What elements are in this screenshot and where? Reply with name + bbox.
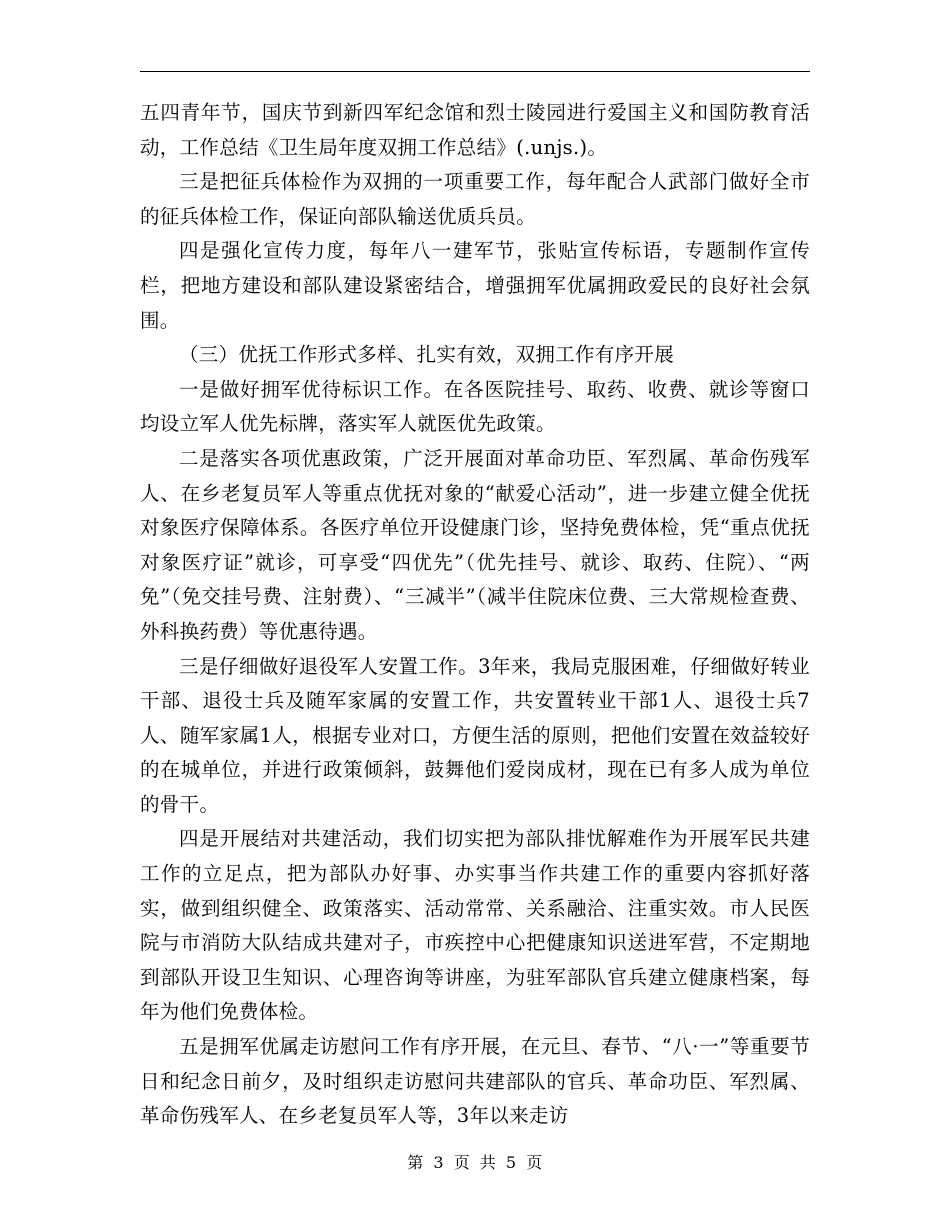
footer-suffix: 页 — [526, 1153, 543, 1172]
section-heading: （三）优抚工作形式多样、扎实有效，双拥工作有序开展 — [179, 343, 675, 367]
paragraph-7: 三是仔细做好退役军人安置工作。3年来，我局克服困难，仔细做好转业干部、退役士兵及随军家属的安置工作，共安置转业干部1人、退役士兵7人、随军家属1人，根据专业对口，方便生活的原则，把他们安置在效益较好的在城单位，并进行政策倾斜，鼓舞他们爱岗成材，现在已有多人成为单位的骨干。 — [140, 654, 810, 816]
paragraph-1: 五四青年节，国庆节到新四军纪念馆和烈士陵园进行爱国主义和国防教育活动，工作总结《卫生局年度双拥工作总结》(.unjs.)。 — [140, 101, 810, 159]
paragraph-5: 一是做好拥军优待标识工作。在各医院挂号、取药、收费、就诊等窗口均设立军人优先标牌，落实军人就医优先政策。 — [140, 377, 810, 436]
paragraph-9: 五是拥军优属走访慰问工作有序开展，在元旦、春节、“八·一”等重要节日和纪念日前夕，及时组织走访慰问共建部队的官兵、革命功臣、军烈属、革命伤残军人、在乡老复员军人等，3年以来走访 — [140, 1035, 810, 1128]
document-body — [140, 96, 810, 1134]
footer-page-label: 页 — [453, 1153, 471, 1172]
page-footer — [0, 1150, 950, 1173]
paragraph-2: 三是把征兵体检作为双拥的一项重要工作，每年配合人武部门做好全市的征兵体检工作，保证向部队输送优质兵员。 — [140, 170, 810, 228]
footer-prefix: 第 — [407, 1153, 424, 1172]
footer-current-page: 3 — [433, 1153, 445, 1172]
footer-total-pages: 5 — [505, 1153, 517, 1172]
paragraph-3: 四是强化宣传力度，每年八一建军节，张贴宣传标语，专题制作宣传栏，把地方建设和部队建设紧密结合，增强拥军优属拥政爱民的良好社会氛围。 — [140, 239, 810, 332]
footer-total-label: 共 — [479, 1153, 497, 1172]
header-rule — [140, 71, 810, 72]
paragraph-8: 四是开展结对共建活动，我们切实把为部队排忧解难作为开展军民共建工作的立足点，把为部队办好事、办实事当作共建工作的重要内容抓好落实，做到组织健全、政策落实、活动常常、关系融洽、注重实效。市人民医院与市消防大队结成共建对子，市疾控中心把健康知识送进军营，不定期地到部队开设卫生知识、心理咨询等讲座，为驻军部队官兵建立健康档案，每年为他们免费体检。 — [140, 827, 810, 1024]
paragraph-6: 二是落实各项优惠政策，广泛开展面对革命功臣、军烈属、革命伤残军人、在乡老复员军人等重点优抚对象的“献爱心活动”，进一步建立健全优抚对象医疗保障体系。各医疗单位开设健康门诊，坚持免费体检，凭“重点优抚对象医疗证”就诊，可享受“四优先”（优先挂号、就诊、取药、住院）、“两免”（免交挂号费、注射费）、“三减半”（减半住院床位费、三大常规检查费、外科换药费）等优惠待遇。 — [140, 446, 810, 643]
